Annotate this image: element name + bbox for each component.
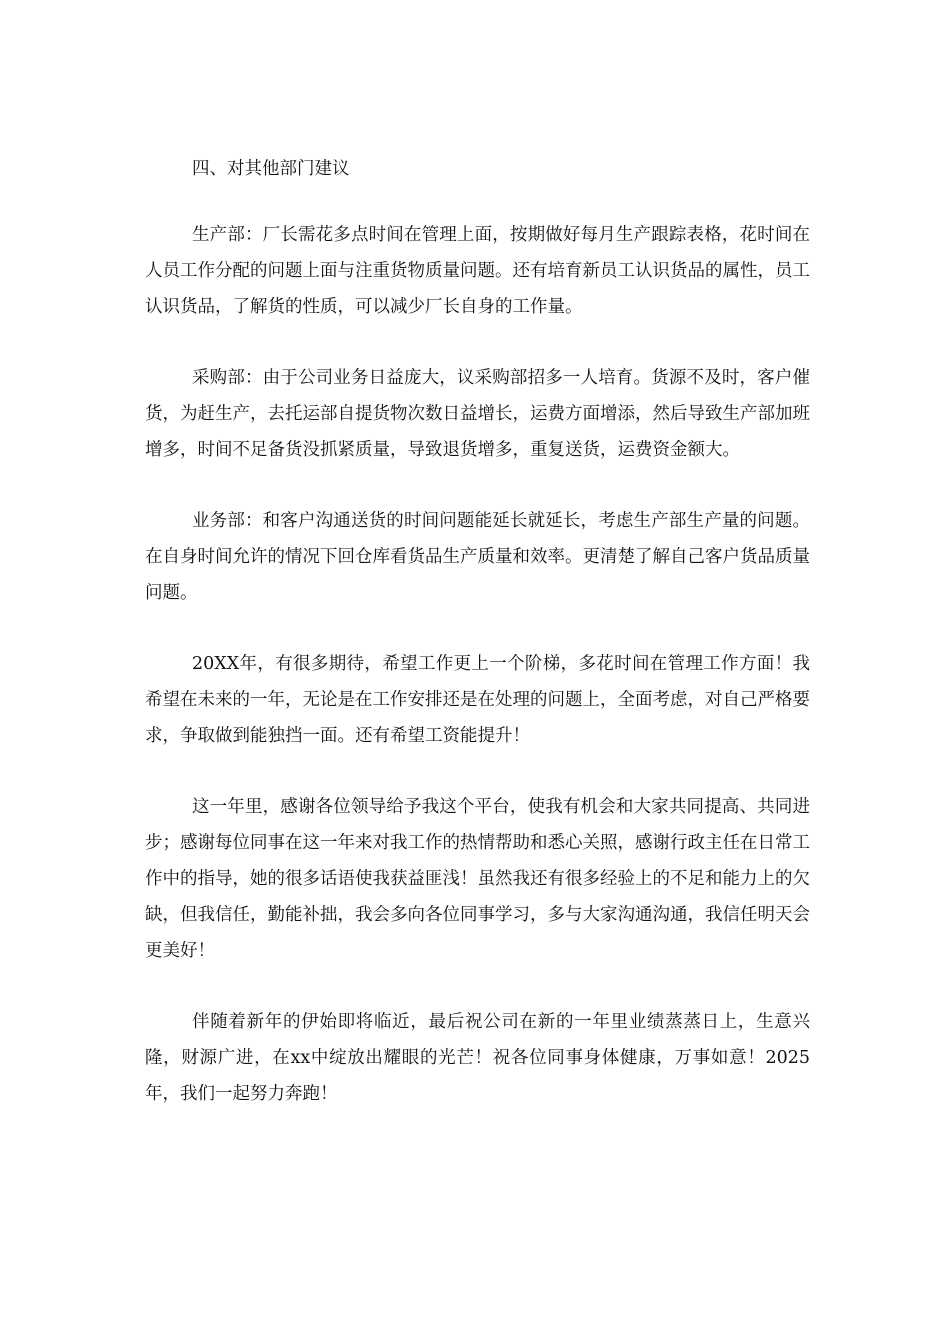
paragraph-business-dept: 业务部：和客户沟通送货的时间问题能延长就延长，考虑生产部生产量的问题。在自身时间允许的情况下回仓库看货品生产质量和效率。更清楚了解自己客户货品质量问题。	[145, 511, 810, 603]
paragraph-production-dept: 生产部：厂长需花多点时间在管理上面，按期做好每月生产跟踪表格，花时间在人员工作分配的问题上面与注重货物质量问题。还有培育新员工认识货品的属性，员工认识货品，了解货的性质，可以减少厂长自身的工作量。	[145, 225, 810, 317]
paragraph-new-year-wishes: 伴随着新年的伊始即将临近，最后祝公司在新的一年里业绩蒸蒸日上，生意兴隆，财源广进，在xx中绽放出耀眼的光芒！祝各位同事身体健康，万事如意！2025年，我们一起努力奔跑！	[145, 1012, 810, 1104]
spacer	[145, 188, 810, 217]
document-body	[145, 150, 810, 1112]
spacer	[145, 611, 810, 646]
paragraph-thanks: 这一年里，感谢各位领导给予我这个平台，使我有机会和大家共同提高、共同进步；感谢每位同事在这一年来对我工作的热情帮助和悉心关照，感谢行政主任在日常工作中的指导，她的很多话语使我获益匪浅！虽然我还有很多经验上的不足和能力上的欠缺，但我信任，勤能补拙，我会多向各位同事学习，多与大家沟通沟通，我信任明天会更美好！	[145, 797, 810, 961]
spacer	[145, 325, 810, 360]
paragraph-purchasing-dept: 采购部：由于公司业务日益庞大，议采购部招多一人培育。货源不及时，客户催货，为赶生产，去托运部自提货物次数日益增长，运费方面增添，然后导致生产部加班增多，时间不足备货没抓紧质量，导致退货增多，重复送货，运费资金额大。	[145, 368, 810, 460]
spacer	[145, 468, 810, 503]
paragraph-year-goals: 20XX年，有很多期待，希望工作更上一个阶梯，多花时间在管理工作方面！我希望在未来的一年，无论是在工作安排还是在处理的问题上，全面考虑，对自己严格要求，争取做到能独挡一面。还有希望工资能提升！	[145, 654, 810, 746]
section-heading: 四、对其他部门建议	[192, 159, 350, 179]
spacer	[145, 754, 810, 789]
spacer	[145, 969, 810, 1004]
